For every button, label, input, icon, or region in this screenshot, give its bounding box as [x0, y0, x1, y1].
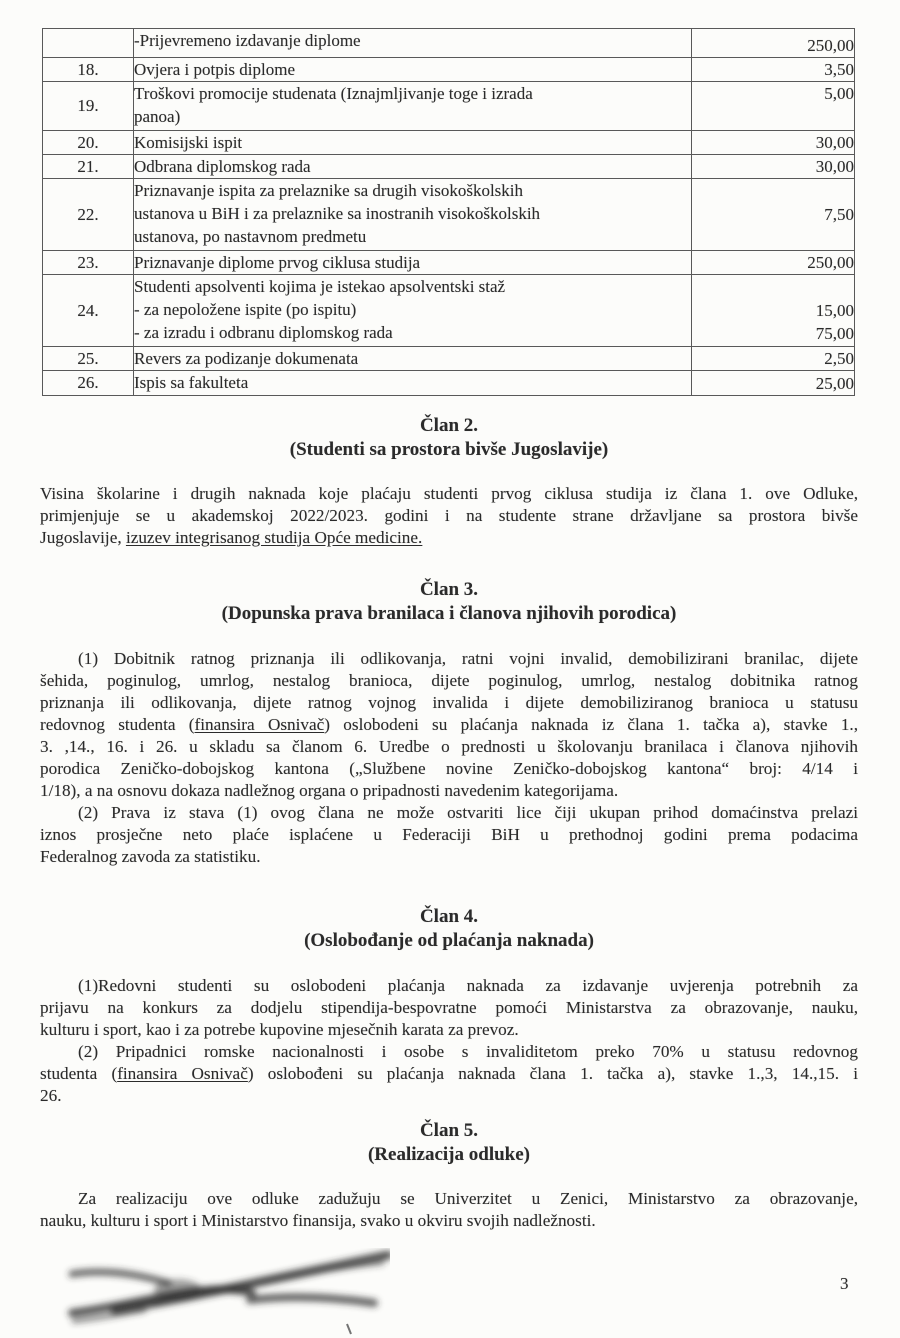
fee-description-line: -Prijevremeno izdavanje diplome: [134, 31, 361, 50]
fee-description-cell: [134, 371, 692, 396]
fee-description-line: Ispis sa fakulteta: [134, 373, 249, 392]
paragraph-line: [40, 714, 858, 736]
clan3-paragraph-1: [40, 648, 858, 802]
fee-number-cell: 23.: [43, 251, 134, 275]
fee-row: [43, 251, 855, 275]
paragraph-line: priznanja ili odlikovanja, dijete ratnog vojnog invalida i dijete demobiliziranog branioca u statusu: [40, 693, 858, 712]
fee-number-cell: 26.: [43, 371, 134, 396]
paragraph-text-segment: redovnog studenta (: [40, 715, 195, 734]
fee-amount-cell: 7,50: [692, 179, 855, 251]
paragraph-line: porodica Zeničko-dobojskog kantona („Službene novine Zeničko-dobojskog kantona“ broj: 4/14 i: [40, 759, 858, 778]
signature-smudge: [60, 1248, 390, 1338]
fee-amount-cell: 250,00: [692, 251, 855, 275]
fee-description-line: Priznavanje ispita za prelaznike sa drugih visokoškolskih: [134, 181, 524, 200]
fee-amount-cell: 30,00: [692, 155, 855, 179]
clan4-paragraph-1: [40, 975, 858, 1041]
fee-description-line: ustanova u BiH i za prelaznike sa inostranih visokoškolskih: [134, 204, 541, 223]
clan2-title: Član 2.: [419, 415, 479, 436]
fee-number-cell: 24.: [43, 275, 134, 347]
fee-row: [43, 58, 855, 82]
fee-amount-cell: 250,00: [692, 29, 855, 58]
fee-number-cell: 19.: [43, 82, 134, 131]
clan5-subtitle: (Realizacija odluke): [367, 1144, 530, 1165]
fee-description-line: Ovjera i potpis diplome: [134, 60, 296, 79]
paragraph-line: šehida, poginulog, umrlog, nestalog branioca, dijete poginulog, umrlog, nestalog dobitnika ratnog: [40, 671, 858, 690]
paragraph-line: prijavu na konkurs za dodjelu stipendija-bespovratne pomoći Ministarstva za obrazovanje, nauku,: [40, 998, 858, 1017]
clan4-paragraph-2: [40, 1041, 858, 1107]
underlined-text: finansira Osnivač: [194, 715, 325, 734]
clan3-subtitle: (Dopunska prava branilaca i članova njihovih porodica): [221, 603, 677, 624]
fee-description-line: Komisijski ispit: [134, 133, 243, 152]
fee-row: [43, 275, 855, 347]
paragraph-line: (2) Pripadnici romske nacionalnosti i osobe s invaliditetom preko 70% u statusu redovnog: [78, 1042, 858, 1061]
fee-row: [43, 131, 855, 155]
fee-number-cell: 18.: [43, 58, 134, 82]
fee-number-cell: 20.: [43, 131, 134, 155]
amount-spacer: [692, 276, 854, 299]
fee-description-line: Odbrana diplomskog rada: [134, 157, 311, 176]
fee-description-cell: [134, 275, 692, 347]
page-number: 3: [840, 1274, 849, 1293]
document-body: [40, 406, 858, 1232]
underlined-text: finansira Osnivač: [117, 1064, 248, 1083]
clan2-subtitle: (Studenti sa prostora bivše Jugoslavije): [289, 439, 609, 460]
clan3-title: Član 3.: [419, 579, 479, 600]
clan5-title: Član 5.: [419, 1120, 479, 1141]
fee-amount-line: 15,00: [815, 301, 854, 320]
fee-description-line: Priznavanje diplome prvog ciklusa studija: [134, 253, 421, 272]
fee-description-cell: [134, 179, 692, 251]
paragraph-line: iznos prosječne neto plaće isplaćene u Federaciji BiH u prethodnoj godini prema podacima: [40, 825, 858, 844]
paragraph-line: primjenjuje se u akademskoj 2022/2023. godini i na studente strane državljane sa prostora bivše: [40, 506, 858, 525]
fee-row: [43, 371, 855, 396]
fee-number-cell: [43, 29, 134, 58]
paragraph-text-segment: ) oslobođeni su plaćanja naknada člana 1. tačka a), stavke 1.,3, 14.,15. i: [247, 1064, 858, 1083]
fee-description-cell: [134, 82, 692, 131]
fee-description-line: ustanova, po nastavnom predmetu: [134, 227, 367, 246]
fee-number-cell: 22.: [43, 179, 134, 251]
fee-description-line: - za nepoložene ispite (po ispitu): [134, 300, 357, 319]
paragraph-line: (1)Redovni studenti su oslobodeni plaćanja naknada za izdavanje uvjerenja potrebnih za: [78, 976, 858, 995]
fee-description-cell: [134, 155, 692, 179]
fee-number-cell: 25.: [43, 347, 134, 371]
fee-amount-line: 75,00: [815, 324, 854, 343]
underlined-text: izuzev integrisanog studija Opće medicine.: [125, 528, 423, 547]
paragraph-text-segment: Jugoslavije,: [40, 528, 122, 547]
clan4-subtitle: (Oslobođanje od plaćanja naknada): [304, 930, 594, 951]
fee-description-line: Troškovi promocije studenata (Iznajmljivanje toge i izrada: [134, 84, 533, 103]
fee-row: [43, 155, 855, 179]
fees-table: [42, 28, 855, 396]
clan4-title: Član 4.: [419, 906, 479, 927]
fee-amount-cell: 25,00: [692, 371, 855, 396]
paragraph-line: nauku, kulturu i sport i Ministarstvo finansija, svako u okviru svojih nadležnosti.: [40, 1211, 596, 1230]
paragraph-text-segment: ) oslobodeni su plaćanja naknada iz člana 1. tačka a), stavke 1.,: [324, 715, 859, 734]
paragraph-line: Federalnog zavoda za statistiku.: [40, 847, 261, 866]
paragraph-line: Visina školarine i drugih naknada koje plaćaju studenti prvog ciklusa studija iz člana 1. ove Odluke,: [40, 484, 858, 503]
fee-row: [43, 29, 855, 58]
fee-row: [43, 82, 855, 131]
fee-description-cell: [134, 347, 692, 371]
fee-description-line: Revers za podizanje dokumenata: [134, 349, 359, 368]
fee-amount-cell: 5,00: [692, 82, 855, 131]
paragraph-line: (1) Dobitnik ratnog priznanja ili odlikovanja, ratni vojni invalid, demobilizirani branilac, dijete: [78, 649, 858, 668]
paragraph-text-segment: studenta (: [40, 1064, 118, 1083]
fee-description-line: Studenti apsolventi kojima je istekao apsolventski staž: [134, 277, 506, 296]
paragraph-line: 26.: [40, 1086, 62, 1105]
clan3-paragraph-2: [40, 802, 858, 868]
paragraph-line: 1/18), a na osnovu dokaza nadležnog organa o pripadnosti navedenim kategorijama.: [40, 781, 619, 800]
fee-amount-cell: 3,50: [692, 58, 855, 82]
fee-amount-cell: [692, 275, 855, 347]
paragraph-line: 3. ,14., 16. i 26. u skladu sa članom 6. Uredbe o prednosti u školovanju branilaca i članova njihovih: [40, 737, 858, 756]
paragraph-line: [40, 527, 858, 549]
fee-number-cell: 21.: [43, 155, 134, 179]
paragraph-line: [40, 1063, 858, 1085]
fee-description-line: - za izradu i odbranu diplomskog rada: [134, 323, 393, 342]
clan2-paragraph: [40, 483, 858, 549]
fee-row: [43, 179, 855, 251]
fee-amount-cell: 2,50: [692, 347, 855, 371]
paragraph-line: (2) Prava iz stava (1) ovog člana ne može ostvariti lice čiji ukupan prihod domaćinstva prelazi: [78, 803, 858, 822]
fee-description-line: panoa): [134, 107, 181, 126]
fee-description-cell: [134, 29, 692, 58]
paragraph-line: kulturu i sport, kao i za potrebe kupovine mjesečnih karata za prevoz.: [40, 1020, 519, 1039]
clan5-paragraph: [40, 1188, 858, 1232]
fee-description-cell: [134, 251, 692, 275]
fee-description-cell: [134, 131, 692, 155]
fee-description-cell: [134, 58, 692, 82]
fee-row: [43, 347, 855, 371]
fee-amount-cell: 30,00: [692, 131, 855, 155]
paragraph-line: Za realizaciju ove odluke zadužuju se Univerzitet u Zenici, Ministarstvo za obrazovanje,: [78, 1189, 858, 1208]
